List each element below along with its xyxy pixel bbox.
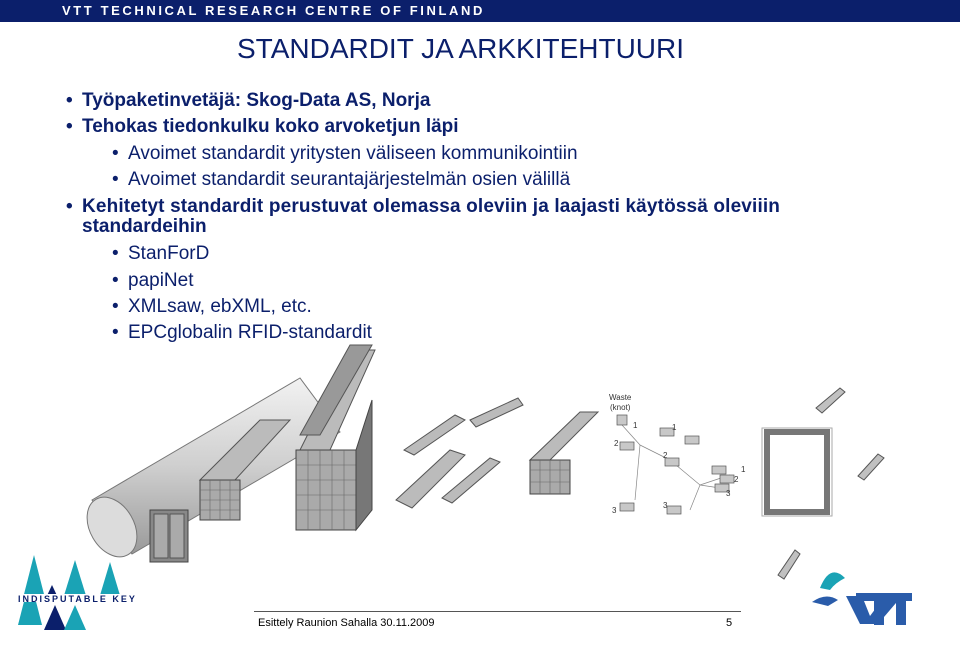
header-bar [0, 0, 960, 22]
bullet-dot: • [112, 270, 119, 291]
diagram-label: 1 [741, 465, 746, 474]
diagram-label: 2 [663, 451, 668, 460]
sub-bullet-item [112, 296, 312, 318]
waste-label-sub: (knot) [610, 403, 631, 412]
bullet-text: Kehitetyt standardit perustuvat olemassa oleviin ja laajasti käytössä oleviiin [82, 196, 781, 217]
window-frame-icon [762, 428, 832, 516]
bullet-dot: • [66, 116, 73, 137]
sub-bullet-item [112, 143, 578, 165]
bullet-text: papiNet [128, 270, 194, 291]
bullet-text: EPCglobalin RFID-standardit [128, 322, 372, 343]
bullet-item [66, 196, 781, 218]
footer-divider [254, 611, 741, 612]
indisputable-key-logo [15, 555, 145, 630]
indisputable-key-text: INDISPUTABLE KEY [18, 594, 137, 604]
board-icons [778, 388, 884, 579]
bullet-text: Avoimet standardit seurantajärjestelmän osien välillä [128, 169, 571, 190]
diagram-label: 3 [726, 489, 731, 498]
bullet-dot: • [112, 322, 119, 343]
bullet-item [66, 90, 431, 112]
board-stack-icon [296, 345, 375, 530]
bullet-text: Avoimet standardit yritysten väliseen kommunikointiin [128, 143, 578, 164]
page-number: 5 [726, 617, 733, 629]
bullet-text: Työpaketinvetäjä: Skog-Data AS, Norja [82, 90, 431, 111]
sub-bullet-item [112, 169, 571, 191]
bullet-text: StanForD [128, 243, 210, 264]
footer-text: Esittely Raunion Sahalla 30.11.2009 [258, 617, 435, 629]
bullet-dot: • [112, 243, 119, 264]
diagram-label: 1 [672, 423, 677, 432]
timber-processing-illustration [0, 340, 960, 645]
bullet-item [66, 116, 459, 138]
diagram-label: 2 [614, 439, 619, 448]
bullet-text-continuation: standardeihin [82, 216, 207, 237]
header-org-name: VTT TECHNICAL RESEARCH CENTRE OF FINLAND [62, 3, 485, 18]
diagram-label: 3 [663, 501, 668, 510]
waste-label: Waste [609, 393, 632, 402]
bullet-dot: • [66, 196, 73, 217]
bullet-text: XMLsaw, ebXML, etc. [128, 296, 312, 317]
sub-bullet-item [112, 270, 194, 292]
bullet-dot: • [66, 90, 73, 111]
bullet-dot: • [112, 143, 119, 164]
diagram-label: 2 [734, 475, 739, 484]
diagram-label: 1 [633, 421, 638, 430]
bullet-text: Tehokas tiedonkulku koko arvoketjun läpi [82, 116, 459, 137]
vtt-logo [812, 572, 912, 625]
sub-bullet-item [112, 243, 210, 265]
cutting-diagram [609, 393, 746, 515]
bullet-dot: • [112, 296, 119, 317]
board-icons [396, 398, 523, 508]
slide-title: STANDARDIT JA ARKKITEHTUURI [237, 33, 685, 64]
bullet-dot: • [112, 169, 119, 190]
diagram-label: 3 [612, 506, 617, 515]
board-stack-icon [530, 412, 598, 494]
